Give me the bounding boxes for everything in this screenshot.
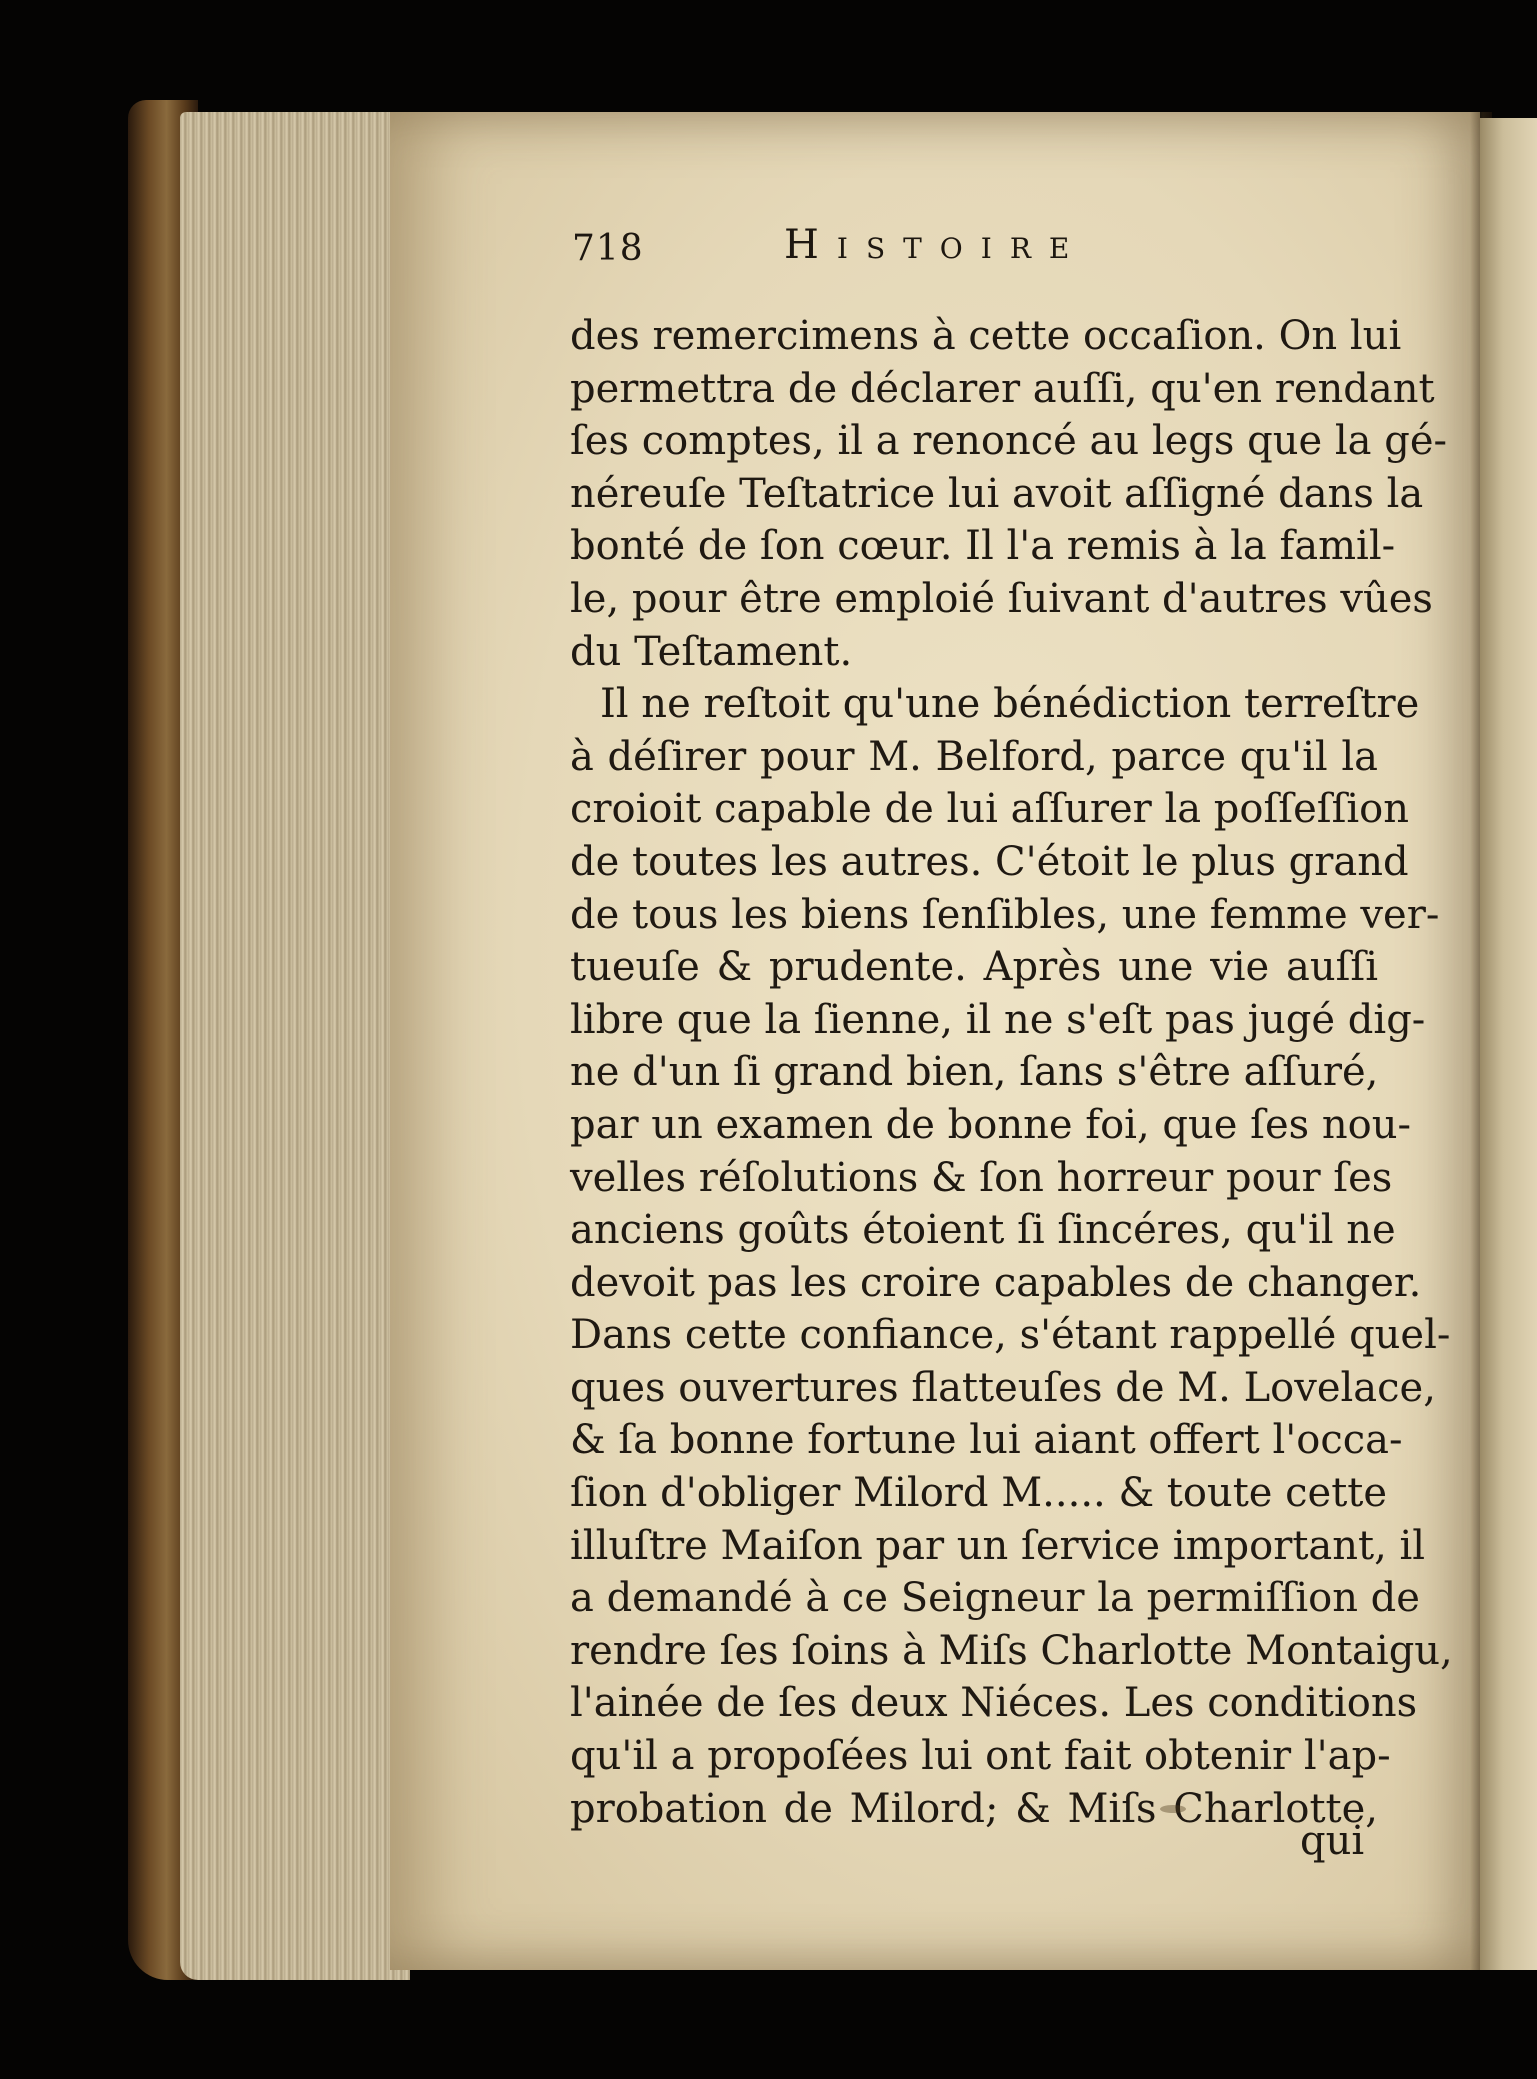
text-line: permettra de déclarer auſſi, qu'en rendant: [570, 365, 1435, 412]
running-head: [572, 222, 1372, 282]
text-line: l'ainée de ſes deux Niéces. Les conditions: [570, 1680, 1418, 1727]
text-line: probation de Milord; & Miſs Charlotte,: [570, 1785, 1378, 1832]
text-line: bonté de ſon cœur. Il l'a remis à la famil-: [570, 523, 1396, 570]
ink-mark: [1160, 1805, 1186, 1813]
text-line: Il ne reſtoit qu'une bénédiction terreſtre: [600, 681, 1420, 728]
text-line: par un examen de bonne foi, que ſes nou-: [570, 1101, 1411, 1148]
text-line: ſes comptes, il a renoncé au legs que la gé-: [570, 418, 1448, 465]
text-line: le, pour être emploié ſuivant d'autres vûes: [570, 575, 1433, 622]
facing-page-edge: [1480, 118, 1537, 1970]
text-line: tueuſe & prudente. Après une vie auſſi: [570, 944, 1378, 991]
text-line: ſion d'obliger Milord M..... & toute cette: [570, 1470, 1388, 1517]
text-line: croioit capable de lui aſſurer la poſſeſſion: [570, 786, 1410, 833]
text-line: libre que la ſienne, il ne s'eſt pas jugé dig-: [570, 996, 1426, 1043]
text-line: & ſa bonne fortune lui aiant offert l'occa-: [570, 1417, 1403, 1464]
text-line: anciens goûts étoient ſi ſincéres, qu'il ne: [570, 1207, 1396, 1254]
catchword: qui: [1300, 1818, 1365, 1864]
text-line: néreuſe Teſtatrice lui avoit aſſigné dans la: [570, 470, 1424, 517]
text-line: devoit pas les croire capables de changer.: [570, 1259, 1422, 1306]
text-line: Dans cette confiance, s'étant rappellé quel-: [570, 1312, 1451, 1359]
running-title: Histoire: [784, 222, 1088, 268]
body-text: [570, 310, 1453, 1835]
text-line: des remercimens à cette occaſion. On lui: [570, 313, 1402, 359]
text-line: illuſtre Maiſon par un ſervice important, il: [570, 1522, 1426, 1569]
text-line: de tous les biens ſenſibles, une femme ver-: [570, 891, 1440, 938]
text-line: a demandé à ce Seigneur la permiſſion de: [570, 1575, 1420, 1622]
text-line: de toutes les autres. C'étoit le plus grand: [570, 838, 1409, 885]
text-line: du Teſtament.: [570, 628, 853, 675]
text-line: rendre ſes ſoins à Miſs Charlotte Montaigu,: [570, 1627, 1453, 1674]
page-fore-edge: [180, 112, 410, 1980]
page-number: 718: [572, 228, 644, 269]
text-line: à déſirer pour M. Belford, parce qu'il la: [570, 733, 1378, 780]
text-line: velles réſolutions & ſon horreur pour ſes: [570, 1154, 1393, 1201]
text-line: qu'il a propoſées lui ont fait obtenir l'ap-: [570, 1733, 1391, 1780]
text-line: ques ouvertures flatteuſes de M. Lovelace,: [570, 1364, 1436, 1411]
text-line: ne d'un ſi grand bien, ſans s'être aſſuré,: [570, 1049, 1379, 1096]
